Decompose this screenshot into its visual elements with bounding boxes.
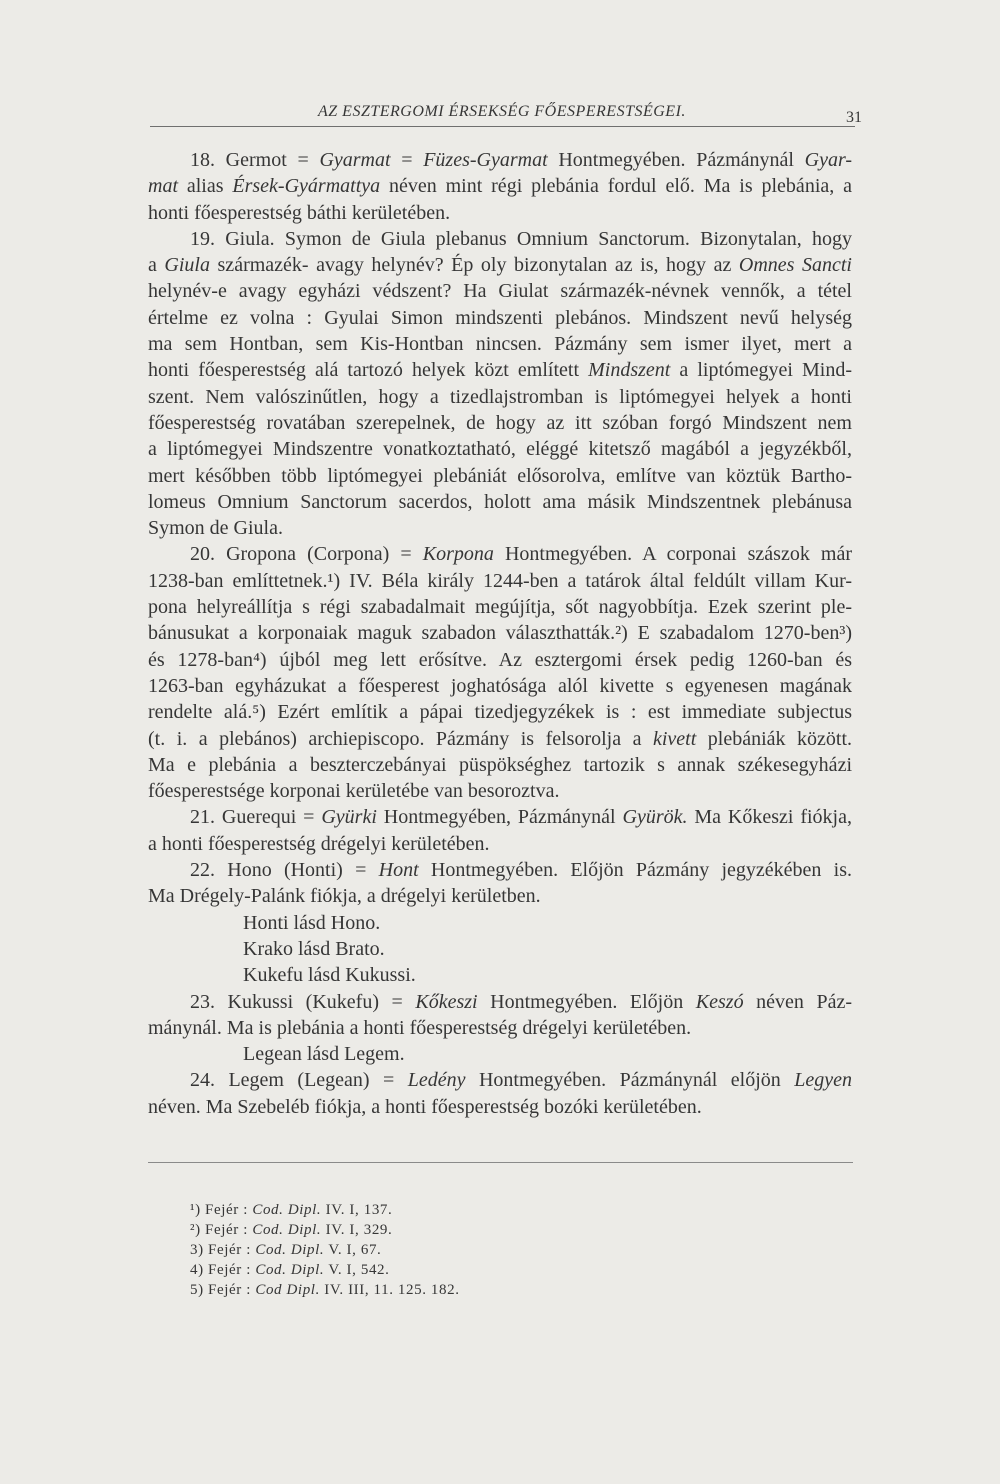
text-line [148, 489, 852, 515]
text-line [148, 594, 852, 620]
text-line [148, 804, 852, 830]
italic-run: Gyürök. [622, 806, 688, 829]
text-line [148, 778, 852, 804]
text-run: a [148, 254, 165, 277]
text-run: ma sem Hontban, sem Kis-Hontban nincsen. Pázmány sem ismer ilyet, mert a [148, 333, 852, 356]
text-run: származék- avagy helynév? Ép oly bizonytalan az is, hogy az [209, 254, 739, 277]
text-run: néven Páz- [743, 990, 852, 1013]
text-line [148, 147, 852, 173]
text-run: IV. I, 329. [321, 1222, 393, 1238]
text-run: néven mint régi plebánia fordul elő. Ma is plebánia, a [380, 175, 852, 198]
italic-run: Mindszent [588, 359, 671, 382]
text-line [148, 1015, 852, 1041]
entry-paragraph [148, 989, 852, 1042]
text-run: 21. Guerequi = [190, 806, 322, 829]
header-rule [150, 126, 855, 127]
entry-paragraph [148, 226, 852, 542]
entry-paragraph [148, 857, 852, 910]
text-run: szent. Nem valószinűtlen, hogy a tizedlajstromban is liptómegyei helyek a honti [148, 385, 852, 408]
text-run: = [390, 149, 424, 171]
entry-paragraph [148, 147, 852, 226]
text-run: 5) Fejér : [190, 1282, 256, 1298]
text-line [148, 857, 852, 883]
text-line [148, 699, 852, 725]
text-run: Symon de Giula. [148, 517, 283, 540]
text-run: honti főesperestség alá tartozó helyek közt említett [148, 359, 589, 382]
text-line [148, 620, 852, 646]
text-run: ²) Fejér : [190, 1222, 253, 1238]
text-run: 18. Germot = [190, 149, 320, 171]
text-run: IV. III, 11. 125. 182. [319, 1282, 460, 1298]
text-run: Hontmegyében. Pázmánynál [547, 149, 805, 171]
text-line [148, 173, 852, 199]
text-line [148, 200, 852, 226]
footnote-rule [148, 1162, 853, 1163]
italic-run: Cod. Dipl. [255, 1262, 325, 1278]
text-line [148, 331, 852, 357]
text-run: értelme ez volna : Gyulai Simon mindszenti plebános. Mindszent nevű helység [148, 306, 852, 329]
text-run: Hontmegyében. Előjön Pázmány jegyzékében is. [418, 859, 853, 882]
text-line [148, 252, 852, 278]
text-run: rendelte alá.⁵) Ezért említik a pápai tizedjegyzékek is : est immediate subjectus [148, 701, 852, 724]
text-line [148, 936, 852, 962]
text-run: 1238-ban említtetnek.¹) IV. Béla király 1244-ben a tatárok által feldúlt villam Kur- [148, 569, 852, 592]
text-run: mert későbben több liptómegyei plebániát elősorolva, említve van köztük Bartho- [148, 464, 852, 487]
text-run: Hontmegyében. A corponai szászok már [493, 543, 852, 566]
cross-reference [148, 962, 852, 988]
text-run: bánusukat a korponaiak maguk szabadon választhatták.²) E szabadalom 1270-ben³) [148, 622, 852, 645]
text-run: helynév-e avagy egyházi védszent? Ha Giulat származék-névnek vennők, a tétel [148, 280, 852, 303]
text-line [148, 436, 852, 462]
italic-run: Gyarmat [319, 149, 391, 171]
body-text [148, 147, 852, 1120]
text-line [148, 541, 852, 567]
text-line [148, 357, 852, 383]
footnotes [190, 1200, 710, 1300]
italic-run: mat [148, 175, 178, 198]
italic-run: Ledény [407, 1069, 466, 1092]
entry-paragraph [148, 1067, 852, 1120]
text-run: néven. Ma Szebeléb fiókja, a honti főesperestség bozóki kerületében. [148, 1095, 702, 1118]
text-line [148, 883, 852, 909]
entry-paragraph [148, 804, 852, 857]
italic-run: Érsek-Gyármattya [232, 175, 381, 198]
italic-run: Cod Dipl. [255, 1282, 320, 1298]
text-line [148, 989, 852, 1015]
text-run: Ma Kőkeszi fiókja, [687, 806, 852, 829]
footnote [190, 1240, 710, 1260]
text-line [148, 305, 852, 331]
footnote [190, 1200, 710, 1220]
entry-paragraph [148, 541, 852, 804]
footnote [190, 1280, 710, 1300]
text-run: 3) Fejér : [190, 1242, 256, 1258]
italic-run: Omnes Sancti [738, 254, 852, 277]
text-line [148, 831, 852, 857]
text-run: Legean lásd Legem. [243, 1043, 405, 1066]
cross-reference [148, 910, 852, 936]
text-run: 4) Fejér : [190, 1262, 256, 1278]
text-run: a liptómegyei Mindszentre vonatkoztatható, eléggé kitetsző magából a jegyzékből, [148, 438, 852, 461]
italic-run: Cod. Dipl. [252, 1222, 322, 1238]
italic-run: Giula [164, 254, 210, 277]
text-run: Krako lásd Brato. [243, 937, 385, 960]
text-run: honti főesperestség báthi kerületében. [148, 201, 451, 224]
text-line [148, 726, 852, 752]
text-line [148, 384, 852, 410]
text-run: Kukefu lásd Kukussi. [243, 964, 416, 987]
text-run: főesperestség rovatában szerepelnek, de hogy az itt szóban forgó Mindszent nem [148, 411, 852, 434]
text-run: a liptómegyei Mind- [670, 359, 852, 382]
text-run: Hontmegyében. Előjön [477, 990, 696, 1013]
text-run: 20. Gropona (Corpona) = [190, 543, 423, 566]
footnote [190, 1220, 710, 1240]
footnote [190, 1260, 710, 1280]
text-run: alias [178, 175, 233, 198]
text-run: Honti lásd Hono. [243, 911, 381, 934]
italic-run: Gyürki [321, 806, 377, 829]
text-run: 23. Kukussi (Kukefu) = [190, 990, 416, 1013]
text-line [148, 568, 852, 594]
text-line [148, 463, 852, 489]
text-run: IV. I, 137. [321, 1202, 393, 1218]
text-line [148, 226, 852, 252]
italic-run: Keszó [695, 990, 744, 1013]
text-run: V. I, 67. [324, 1242, 382, 1258]
text-line [148, 962, 852, 988]
italic-run: Legyen [794, 1069, 852, 1092]
text-line [148, 1041, 852, 1067]
text-line [148, 1067, 852, 1093]
text-run: pona helyreállítja s régi szabadalmait megújítja, sőt nagyobbítja. Ezek szerint ple- [148, 596, 852, 619]
text-run: Hontmegyében, Pázmánynál [376, 806, 623, 829]
text-run: Ma e plebánia a beszterczebányai püspökséghez tartozik s annak székesegyházi [148, 753, 852, 776]
text-line [148, 673, 852, 699]
text-line [148, 1094, 852, 1120]
italic-run: Cod. Dipl. [252, 1202, 322, 1218]
italic-run: Kőkeszi [415, 990, 478, 1013]
text-run: 22. Hono (Honti) = [190, 859, 379, 882]
text-run: főesperestsége korponai kerületébe van besoroztva. [148, 780, 560, 803]
text-run: ¹) Fejér : [190, 1202, 253, 1218]
text-run: plebániák között. [696, 727, 853, 750]
text-run: 19. Giula. Symon de Giula plebanus Omnium Sanctorum. Bizonytalan, hogy [190, 227, 852, 250]
text-run: mánynál. Ma is plebánia a honti főesperestség drégelyi kerületében. [148, 1016, 692, 1039]
text-run: 1263-ban egyházukat a főesperest joghatósága alól kivette s egyenesen magának [148, 674, 852, 697]
text-line [148, 647, 852, 673]
text-run: a honti főesperestség drégelyi kerületében. [148, 832, 490, 855]
italic-run: kivett [652, 727, 697, 750]
page-number: 31 [846, 109, 862, 126]
text-line [148, 910, 852, 936]
text-run: lomeus Omnium Sanctorum sacerdos, holott ama másik Mindszentnek plebánusa [148, 490, 852, 513]
italic-run: Cod. Dipl. [255, 1242, 325, 1258]
text-run: V. I, 542. [324, 1262, 390, 1278]
text-line [148, 410, 852, 436]
text-line [148, 752, 852, 778]
cross-reference [148, 1041, 852, 1067]
running-title: AZ ESZTERGOMI ÉRSEKSÉG FŐESPERESTSÉGEI. [318, 103, 686, 120]
italic-run: Hont [378, 859, 419, 882]
italic-run: Korpona [422, 543, 494, 566]
text-run: Ma Drégely-Palánk fiókja, a drégelyi kerületben. [148, 885, 541, 908]
text-run: (t. i. a plebános) archiepiscopo. Pázmány is felsorolja a [148, 727, 653, 750]
text-line [148, 278, 852, 304]
italic-run: Gyar- [804, 149, 853, 171]
cross-reference [148, 936, 852, 962]
text-run: és 1278-ban⁴) újból meg lett erősítve. Az esztergomi érsek pedig 1260-ban és [148, 648, 852, 671]
text-run: Hontmegyében. Pázmánynál előjön [465, 1069, 795, 1092]
text-run: 24. Legem (Legean) = [190, 1069, 408, 1092]
italic-run: Füzes-Gyarmat [423, 149, 548, 171]
text-line [148, 515, 852, 541]
